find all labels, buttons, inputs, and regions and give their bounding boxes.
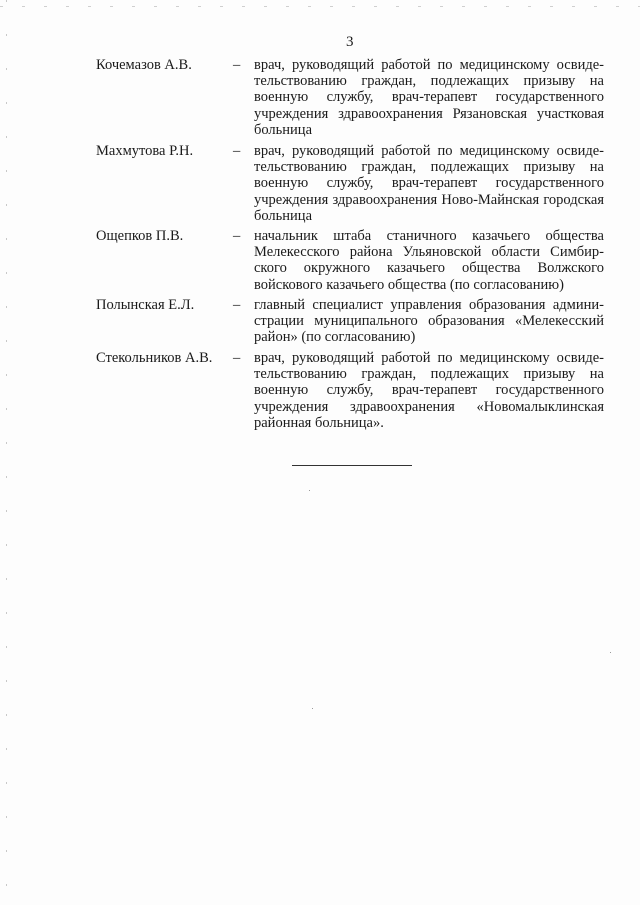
member-dash: – [233,228,241,244]
scan-speck [610,652,611,653]
page-number: 3 [346,34,354,50]
member-name: Стекольников А.В. [96,350,213,366]
member-dash: – [233,297,241,313]
scan-edge-left [6,0,7,905]
member-dash: – [233,350,241,366]
member-role: врач, руководящий работой по медицинскому освидетельствованию граждан, подлежащих призыву на военную службу, врач-терапевт государственного учреждения здравоохранения «Новомалыклинская районная больница». [254,350,604,431]
member-dash: – [233,57,241,73]
member-role: врач, руководящий работой по медицинскому освидетельствованию граждан, подлежащих призыву на военную службу, врач-терапевт государственного учреждения здравоохранения Рязановская участковая больница [254,57,604,138]
closing-rule [292,465,412,466]
member-role: начальник штаба станичного казачьего общества Мелекесского района Ульяновской области Симбирского окружного казачьего общества Волжского войскового казачьего общества (по согласованию) [254,228,604,293]
member-name: Ощепков П.В. [96,228,184,244]
member-role: врач, руководящий работой по медицинскому освидетельствованию граждан, подлежащих призыву на военную службу, врач-терапевт государственного учреждения здравоохранения Ново-Майнская городская больница [254,143,604,224]
scan-edge-top [0,6,640,7]
member-role: главный специалист управления образования администрации муниципального образования «Мелекесский район» (по согласованию) [254,297,604,346]
member-name: Кочемазов А.В. [96,57,192,73]
scan-speck [312,708,313,709]
member-dash: – [233,143,241,159]
member-name: Махмутова Р.Н. [96,143,194,159]
scan-speck [309,490,310,491]
member-name: Полынская Е.Л. [96,297,195,313]
